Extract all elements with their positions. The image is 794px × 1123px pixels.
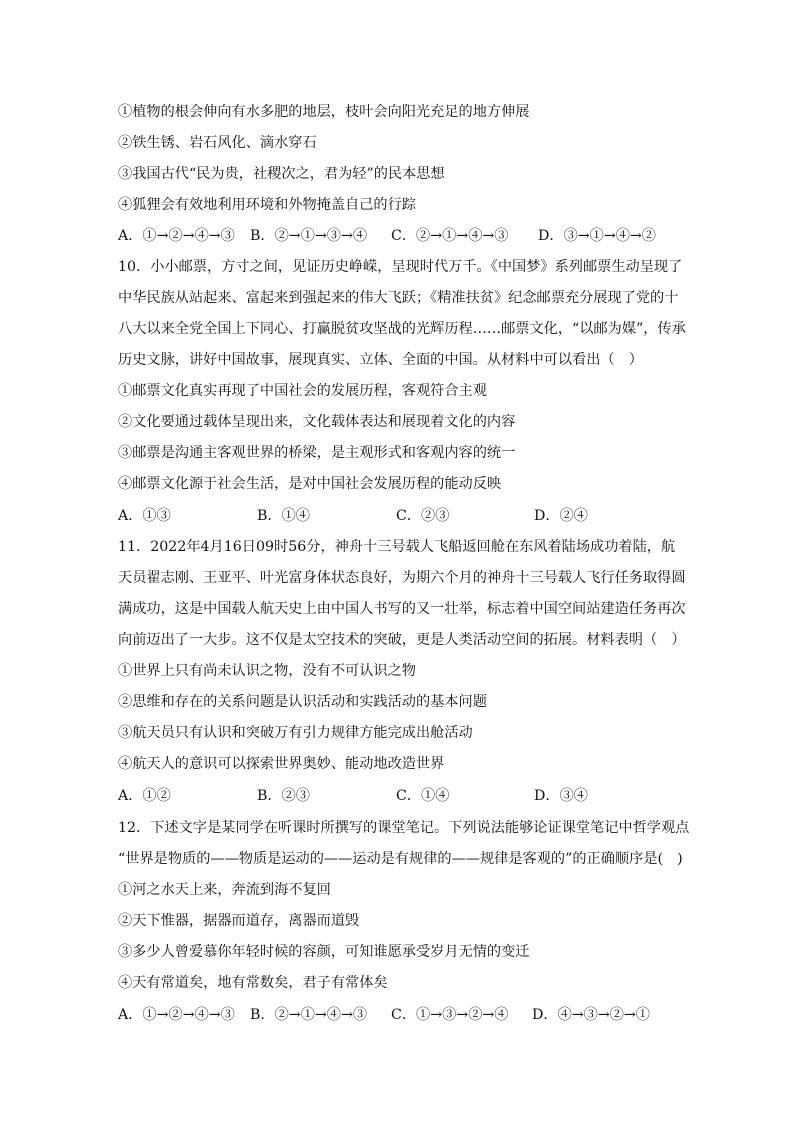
q12-stem-line-2: “世界是物质的——物质是运动的——运动是有规律的——规律是客观的”的正确顺序是( ): [118, 851, 683, 867]
q10-option-d[interactable]: D．②④: [534, 508, 588, 524]
q11-option-d[interactable]: D．③④: [534, 788, 588, 804]
q9-option-a[interactable]: A．①→②→④→③: [118, 228, 235, 244]
q12-item-4: ④天有常道矣，地有常数矣，君子有常体矣: [118, 975, 388, 991]
q12-option-a[interactable]: A．①→②→④→③: [118, 1007, 235, 1023]
q12-option-b[interactable]: B．②→①→④→③: [250, 1007, 368, 1023]
q11-option-b[interactable]: B．②③: [257, 788, 310, 804]
q11-stem-line-2: 天员翟志刚、王亚平、叶光富身体状态良好，为期六个月的神舟十三号载人飞行任务取得圆: [118, 570, 686, 586]
q10-option-b[interactable]: B．①④: [257, 508, 310, 524]
q10-item-4: ④邮票文化源于社会生活，是对中国社会发展历程的能动反映: [118, 476, 502, 492]
q11-item-2: ②思维和存在的关系问题是认识活动和实践活动的基本问题: [118, 694, 487, 710]
q12-option-d[interactable]: D．④→③→②→①: [532, 1007, 650, 1023]
q10-stem-line-1: 10．小小邮票，方寸之间，见证历史峥嵘，呈现时代万千。《中国梦》系列邮票生动呈现了: [118, 259, 683, 275]
q10-stem-line-4: 历史文脉，讲好中国故事，展现真实、立体、全面的中国。从材料中可以看出（ ）: [118, 352, 643, 368]
q9-item-2: ②铁生锈、岩石风化、滴水穿石: [118, 135, 317, 151]
q11-option-c[interactable]: C．①④: [396, 788, 450, 804]
q9-item-1: ①植物的根会伸向有水多肥的地层，枝叶会向阳光充足的地方伸展: [118, 104, 530, 120]
q9-item-3: ③我国古代“民为贵，社稷次之，君为轻”的民本思想: [118, 166, 445, 182]
q12-item-2: ②天下惟器，据器而道存，离器而道毁: [118, 913, 360, 929]
q11-item-1: ①世界上只有尚未认识之物，没有不可认识之物: [118, 663, 416, 679]
q9-item-4: ④狐狸会有效地利用环境和外物掩盖自己的行踪: [118, 197, 416, 213]
q11-item-4: ④航天人的意识可以探索世界奥妙、能动地改造世界: [118, 756, 445, 772]
q11-stem-line-4: 向前迈出了一大步。这不仅是太空技术的突破，更是人类活动空间的拓展。材料表明（ ）: [118, 632, 686, 648]
q11-stem-line-3: 满成功，这是中国载人航天史上由中国人书写的又一壮举，标志着中国空间站建造任务再次: [118, 601, 686, 617]
q10-item-2: ②文化要通过载体呈现出来，文化载体表达和展现着文化的内容: [118, 414, 516, 430]
q12-item-1: ①河之水天上来，奔流到海不复回: [118, 882, 331, 898]
q11-item-3: ③航天员只有认识和突破万有引力规律方能完成出舱活动: [118, 725, 473, 741]
q12-item-3: ③多少人曾爱慕你年轻时候的容颜，可知谁愿承受岁月无情的变迁: [118, 944, 530, 960]
q10-stem-line-2: 中华民族从站起来、富起来到强起来的伟大飞跃；《精准扶贫》纪念邮票充分展现了党的十: [118, 290, 679, 306]
q10-stem-line-3: 八大以来全党全国上下同心、打赢脱贫攻坚战的光辉历程……邮票文化，“以邮为媒”，传承: [118, 321, 686, 337]
q12-option-c[interactable]: C．①→③→②→④: [391, 1007, 509, 1023]
q11-stem-line-1: 11．2022年4月16日09时56分，神舟十三号载人飞船返回舱在东风着陆场成功着陆，航: [118, 539, 676, 555]
q12-stem-line-1: 12．下述文字是某同学在听课时所撰写的课堂笔记。下列说法能够论证课堂笔记中哲学观点: [118, 820, 690, 836]
q9-option-c[interactable]: C．②→①→④→③: [391, 228, 509, 244]
q10-option-c[interactable]: C．②③: [396, 508, 450, 524]
q11-option-a[interactable]: A．①②: [118, 788, 171, 804]
q10-item-1: ①邮票文化真实再现了中国社会的发展历程，客观符合主观: [118, 383, 487, 399]
q9-option-d[interactable]: D．③→①→④→②: [538, 228, 656, 244]
q10-option-a[interactable]: A．①③: [118, 508, 171, 524]
q9-option-b[interactable]: B．②→①→③→④: [250, 228, 368, 244]
q10-item-3: ③邮票是沟通主客观世界的桥梁，是主观形式和客观内容的统一: [118, 445, 516, 461]
